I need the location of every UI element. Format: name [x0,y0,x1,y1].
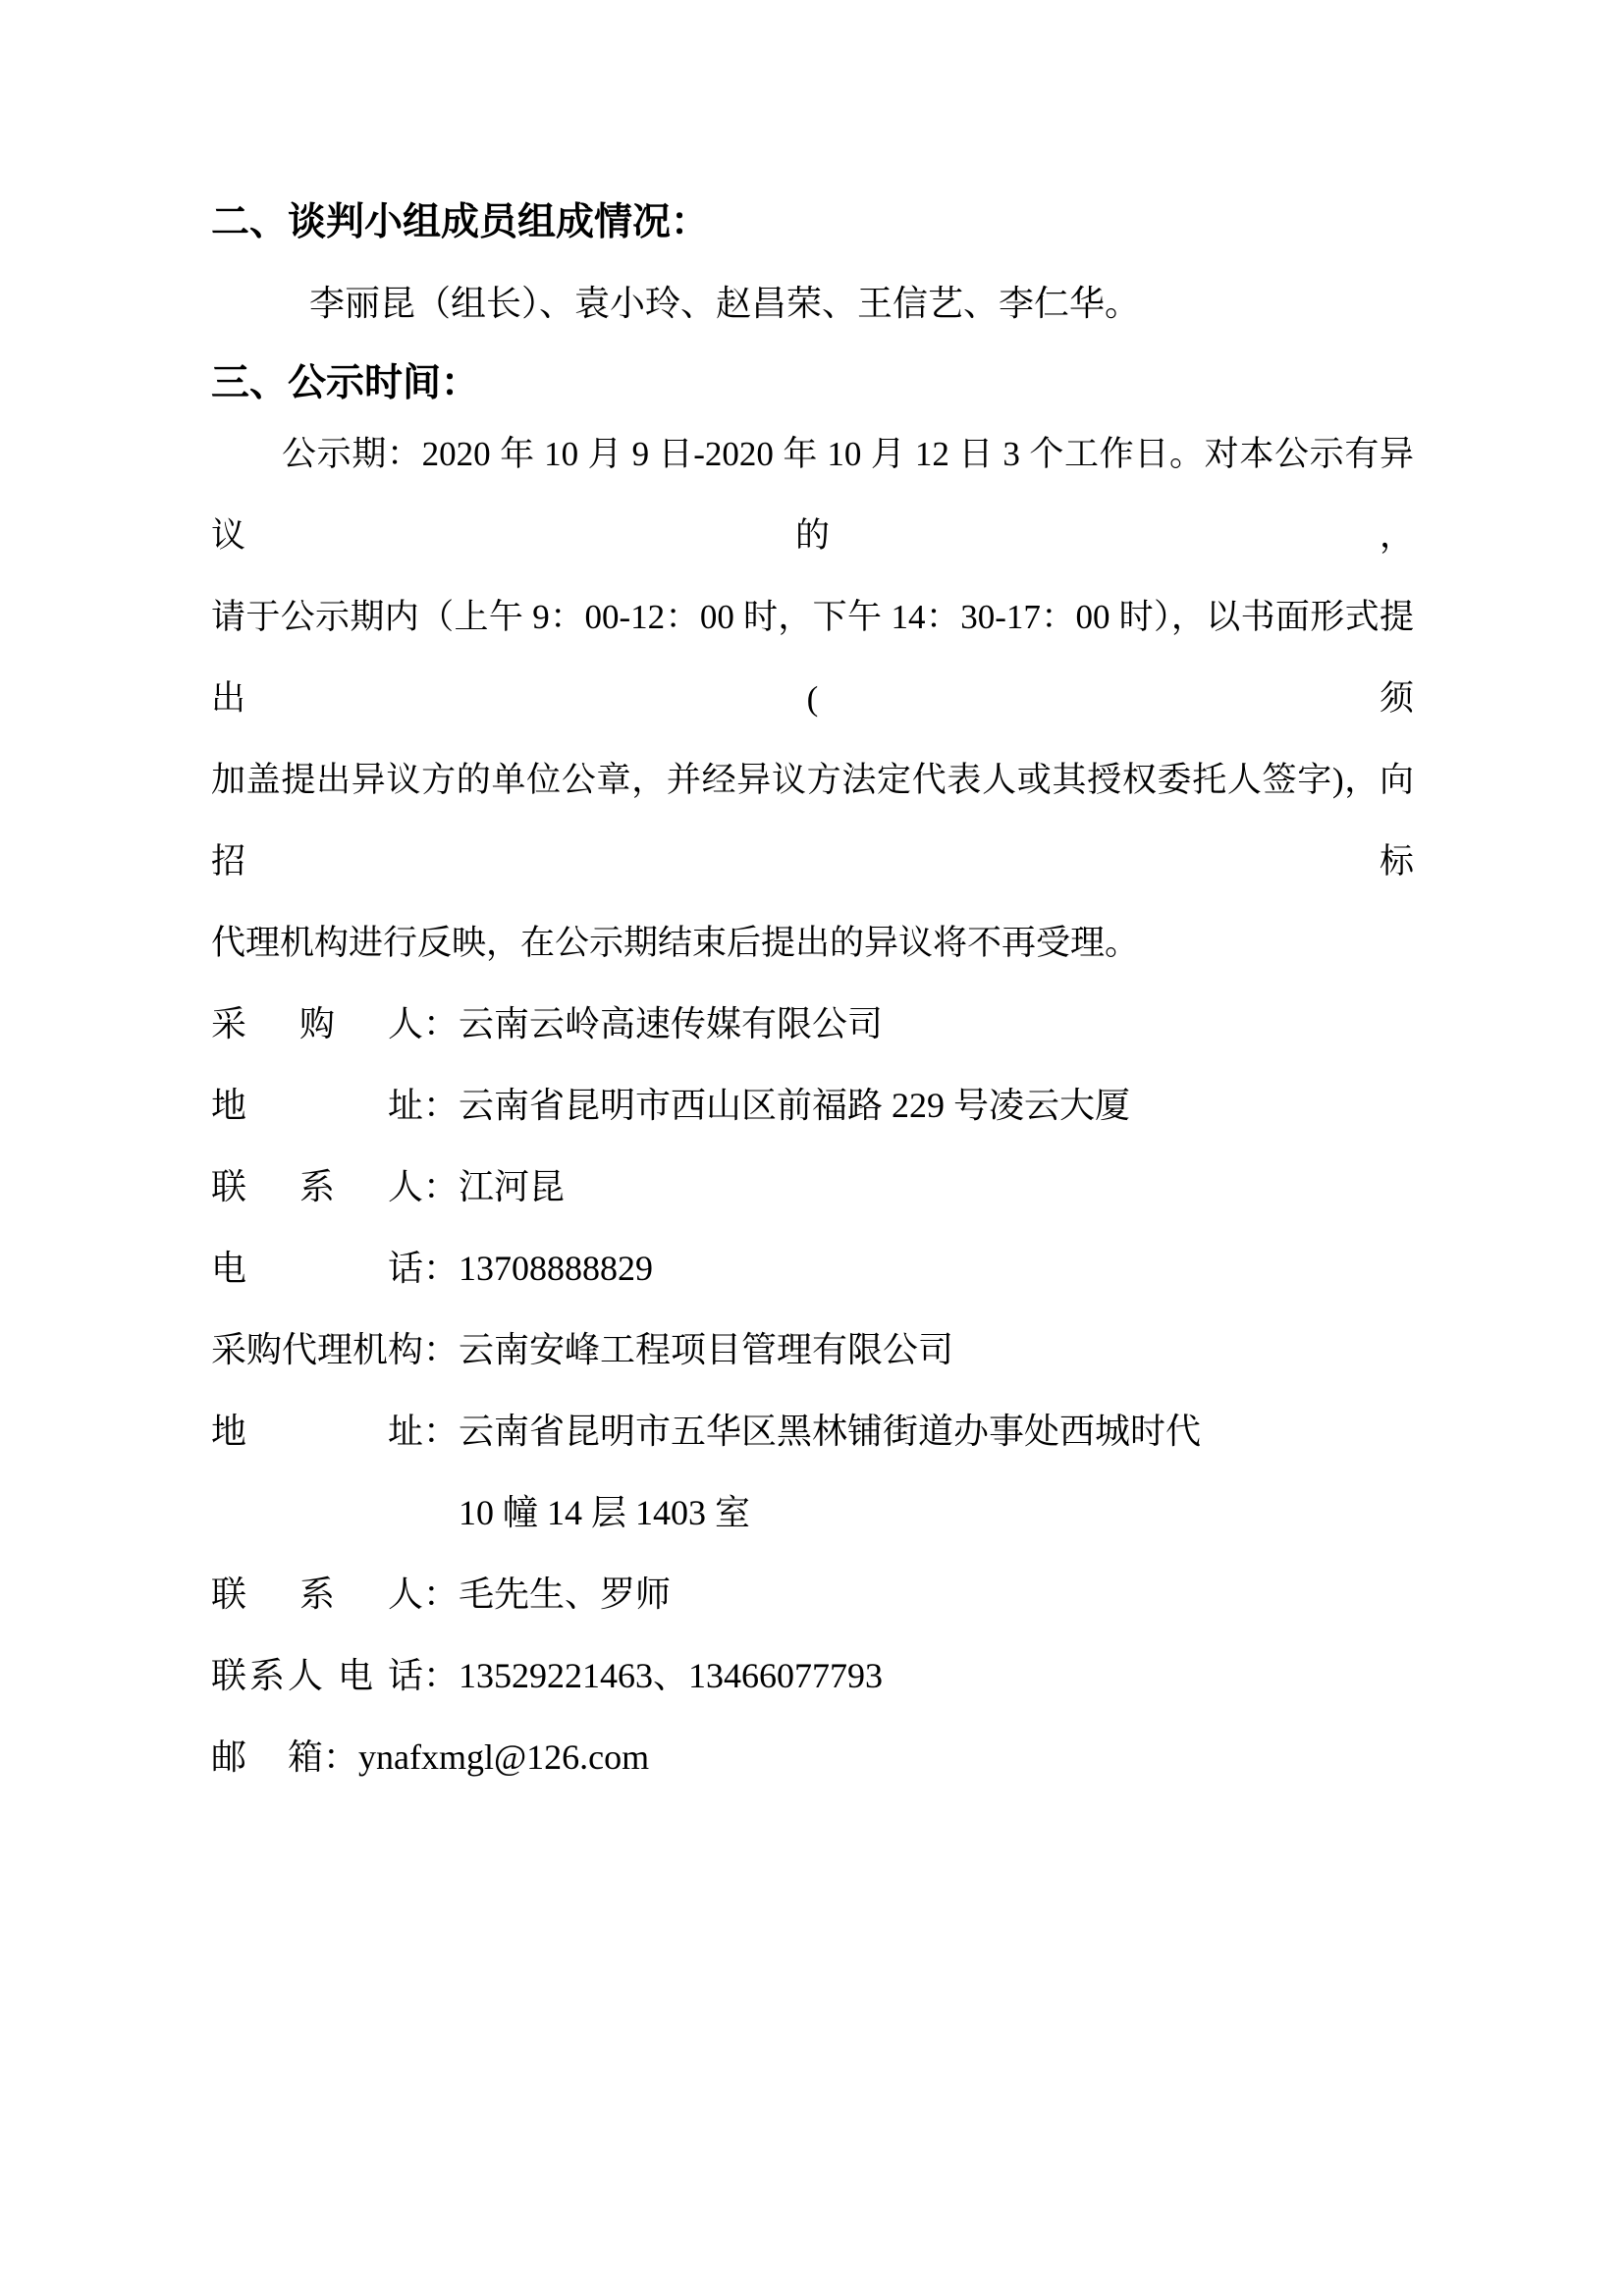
contact-label: 联系人 [211,1167,423,1206]
paragraph-line: 加盖提出异议方的单位公章，并经异议方法定代表人或其授权委托人签字)，向招标 [211,761,1414,881]
contact-value: 云南安峰工程项目管理有限公司 [459,1330,954,1369]
contact-row-purchaser-phone [211,1228,1414,1309]
contact-value: ynafxmgl@126.com [358,1737,650,1777]
contact-value: 云南云岭高速传媒有限公司 [459,1004,884,1043]
contact-label: 邮箱 [211,1737,323,1777]
contact-row-agency-contact [211,1554,1414,1635]
contact-label: 采购代理机构 [211,1330,424,1369]
contact-label: 地址 [211,1412,423,1451]
team-members-line: 李丽昆（组长）、袁小玲、赵昌荣、王信艺、李仁华。 [309,284,1141,323]
publicity-paragraph [211,413,1414,984]
contact-row-email [211,1717,1414,1798]
contact-row-agency-address [211,1391,1414,1472]
label-colon: ： [423,1656,460,1695]
label-colon: ： [423,1249,460,1288]
contact-label: 联系人 电 话 [211,1656,423,1695]
section-heading-team: 二、谈判小组成员组成情况： [211,201,710,243]
label-colon: ： [423,1575,460,1614]
label-colon: ： [323,1737,359,1777]
contact-value: 云南省昆明市五华区黑林铺街道办事处西城时代 [459,1412,1202,1451]
section-heading-publicity: 三、公示时间： [211,362,480,404]
paragraph-line: 请于公示期内（上午 9：00-12：00 时，下午 14：30-17：00 时），以书面形式提出(须 [211,598,1414,718]
contact-label: 地址 [211,1086,423,1125]
contact-row-agency [211,1309,1414,1391]
label-colon: ： [423,1004,460,1043]
contact-info-block [211,984,1414,1798]
contact-row-agency-phone [211,1635,1414,1717]
contact-value: 云南省昆明市西山区前福路 229 号凌云大厦 [459,1086,1131,1125]
contact-label: 电话 [211,1249,423,1288]
label-colon: ： [423,1167,460,1206]
contact-value: 毛先生、罗师 [459,1575,672,1614]
paragraph-line: 公示期：2020 年 10 月 9 日-2020 年 10 月 12 日 3 个工作日。对本公示有异议的， [211,435,1414,555]
paragraph-line: 代理机构进行反映，在公示期结束后提出的异议将不再受理。 [211,924,1140,962]
label-colon: ： [423,1086,460,1125]
contact-label: 采购人 [211,1004,423,1043]
contact-value: 10 幢 14 层 1403 室 [459,1493,751,1532]
contact-label: 联系人 [211,1575,423,1614]
contact-value: 13529221463、13466077793 [459,1656,883,1695]
contact-value: 江河昆 [459,1167,566,1206]
contact-row-purchaser-address [211,1065,1414,1147]
contact-value: 13708888829 [459,1249,653,1288]
contact-row-agency-address-line2 [211,1472,1414,1554]
label-colon: ： [423,1330,460,1369]
contact-row-purchaser-contact [211,1147,1414,1228]
contact-row-purchaser [211,984,1414,1065]
label-colon: ： [423,1412,460,1451]
